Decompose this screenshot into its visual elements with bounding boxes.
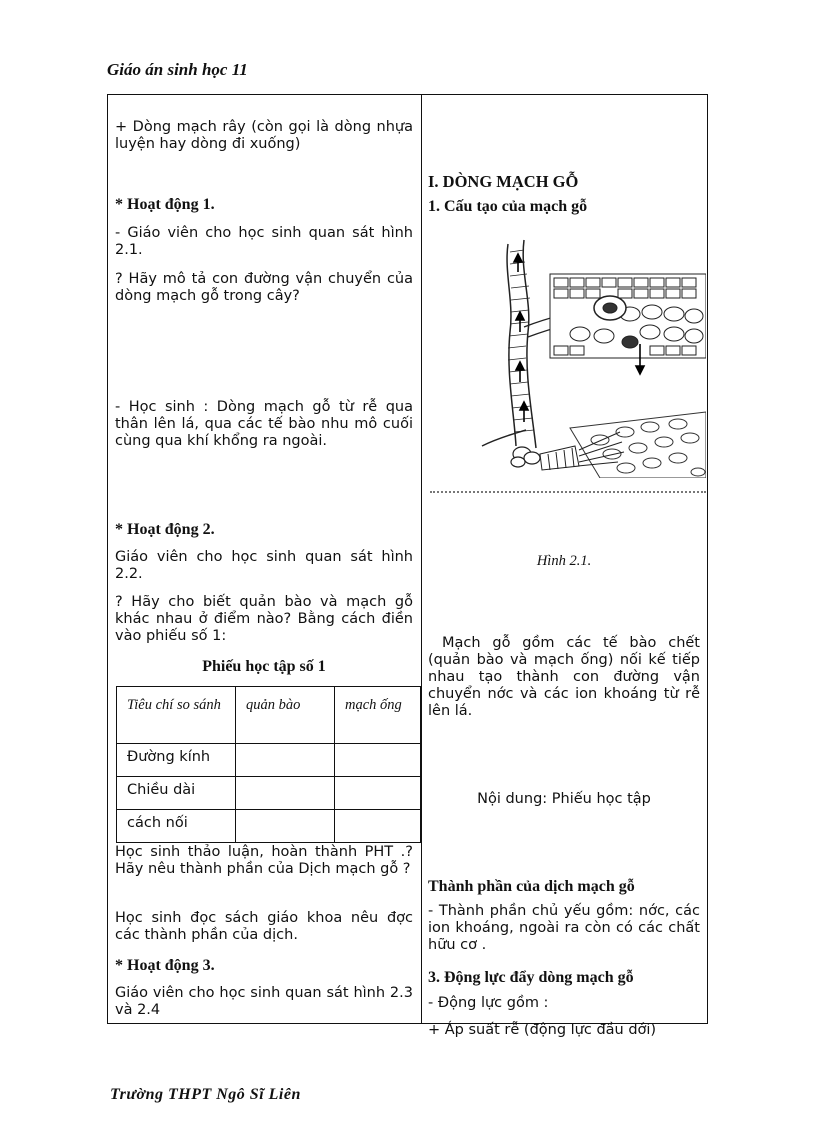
column-divider	[421, 94, 422, 1024]
worksheet-title: Phiếu học tập số 1	[202, 658, 326, 675]
worksheet-header-row	[117, 687, 421, 744]
worksheet-cell	[335, 810, 421, 843]
figure-baseline	[430, 491, 706, 493]
content-note: Nội dung: Phiếu học tập	[477, 790, 651, 807]
worksheet-cell	[236, 777, 335, 810]
worksheet-row	[117, 810, 421, 843]
activity-2-question: ? Hãy cho biết quản bào và mạch gỗ khác nhau ở điểm nào? Bằng cách điền vào phiếu số 1:	[115, 593, 413, 644]
discussion-text: Học sinh thảo luận, hoàn thành PHT .?Hãy nêu thành phần của Dịch mạch gỗ ?	[115, 843, 413, 877]
worksheet-cell	[335, 744, 421, 777]
worksheet-table	[116, 686, 421, 843]
activity-3-title: * Hoạt động 3.	[115, 957, 215, 974]
worksheet-cell	[335, 777, 421, 810]
worksheet-row	[117, 777, 421, 810]
reading-text: Học sinh đọc sách giáo khoa nêu đợc các thành phần của dịch.	[115, 909, 413, 943]
activity-1-question: ? Hãy mô tả con đường vận chuyển của dòng mạch gỗ trong cây?	[115, 270, 413, 304]
worksheet-cell	[236, 810, 335, 843]
worksheet-header-criteria: Tiêu chí so sánh	[117, 687, 236, 744]
root-pressure-text: + Áp suất rễ (động lực đầu dới)	[428, 1021, 657, 1038]
activity-1-teacher: - Giáo viên cho học sinh quan sát hình 2.1.	[115, 224, 413, 258]
activity-1-student: - Học sinh : Dòng mạch gỗ từ rễ qua thân lên lá, qua các tế bào nhu mô cuối cùng qua khí khổng ra ngoài.	[115, 398, 413, 449]
figure-caption: Hình 2.1.	[536, 552, 592, 569]
page-header: Giáo án sinh học 11	[107, 60, 248, 79]
subsection-3-title: 3. Động lực đẩy dòng mạch gỗ	[428, 969, 634, 986]
worksheet-header-vessel: mạch ống	[335, 687, 421, 744]
activity-3-teacher: Giáo viên cho học sinh quan sát hình 2.3 và 2.4	[115, 984, 413, 1018]
page-footer: Trường THPT Ngô Sĩ Liên	[110, 1086, 301, 1103]
worksheet-row-label: Đường kính	[117, 744, 236, 777]
forces-text: - Động lực gồm :	[428, 994, 549, 1011]
worksheet-cell	[236, 744, 335, 777]
section-title: I. DÒNG MẠCH GỖ	[428, 171, 579, 191]
activity-1-title: * Hoạt động 1.	[115, 196, 215, 213]
intro-text: + Dòng mạch rây (còn gọi là dòng nhựa luyện hay dòng đi xuống)	[115, 118, 413, 152]
subsection-1-title: 1. Cấu tạo của mạch gỗ	[428, 198, 588, 215]
worksheet-header-tracheid: quản bào	[236, 687, 335, 744]
worksheet-row	[117, 744, 421, 777]
worksheet-row-label: cách nối	[117, 810, 236, 843]
subsection-2-title: Thành phần của dịch mạch gỗ	[428, 878, 635, 895]
activity-2-teacher: Giáo viên cho học sinh quan sát hình 2.2.	[115, 548, 413, 582]
composition-text: - Thành phần chủ yếu gồm: nớc, các ion khoáng, ngoài ra còn có các chất hữu cơ .	[428, 902, 700, 953]
worksheet-row-label: Chiều dài	[117, 777, 236, 810]
xylem-description: Mạch gỗ gồm các tế bào chết (quản bào và mạch ống) nối kế tiếp nhau tạo thành con đường vận chuyển nớc và các ion khoáng từ rễ lên lá.	[428, 634, 700, 719]
xylem-figure	[480, 232, 706, 478]
activity-2-title: * Hoạt động 2.	[115, 521, 215, 538]
